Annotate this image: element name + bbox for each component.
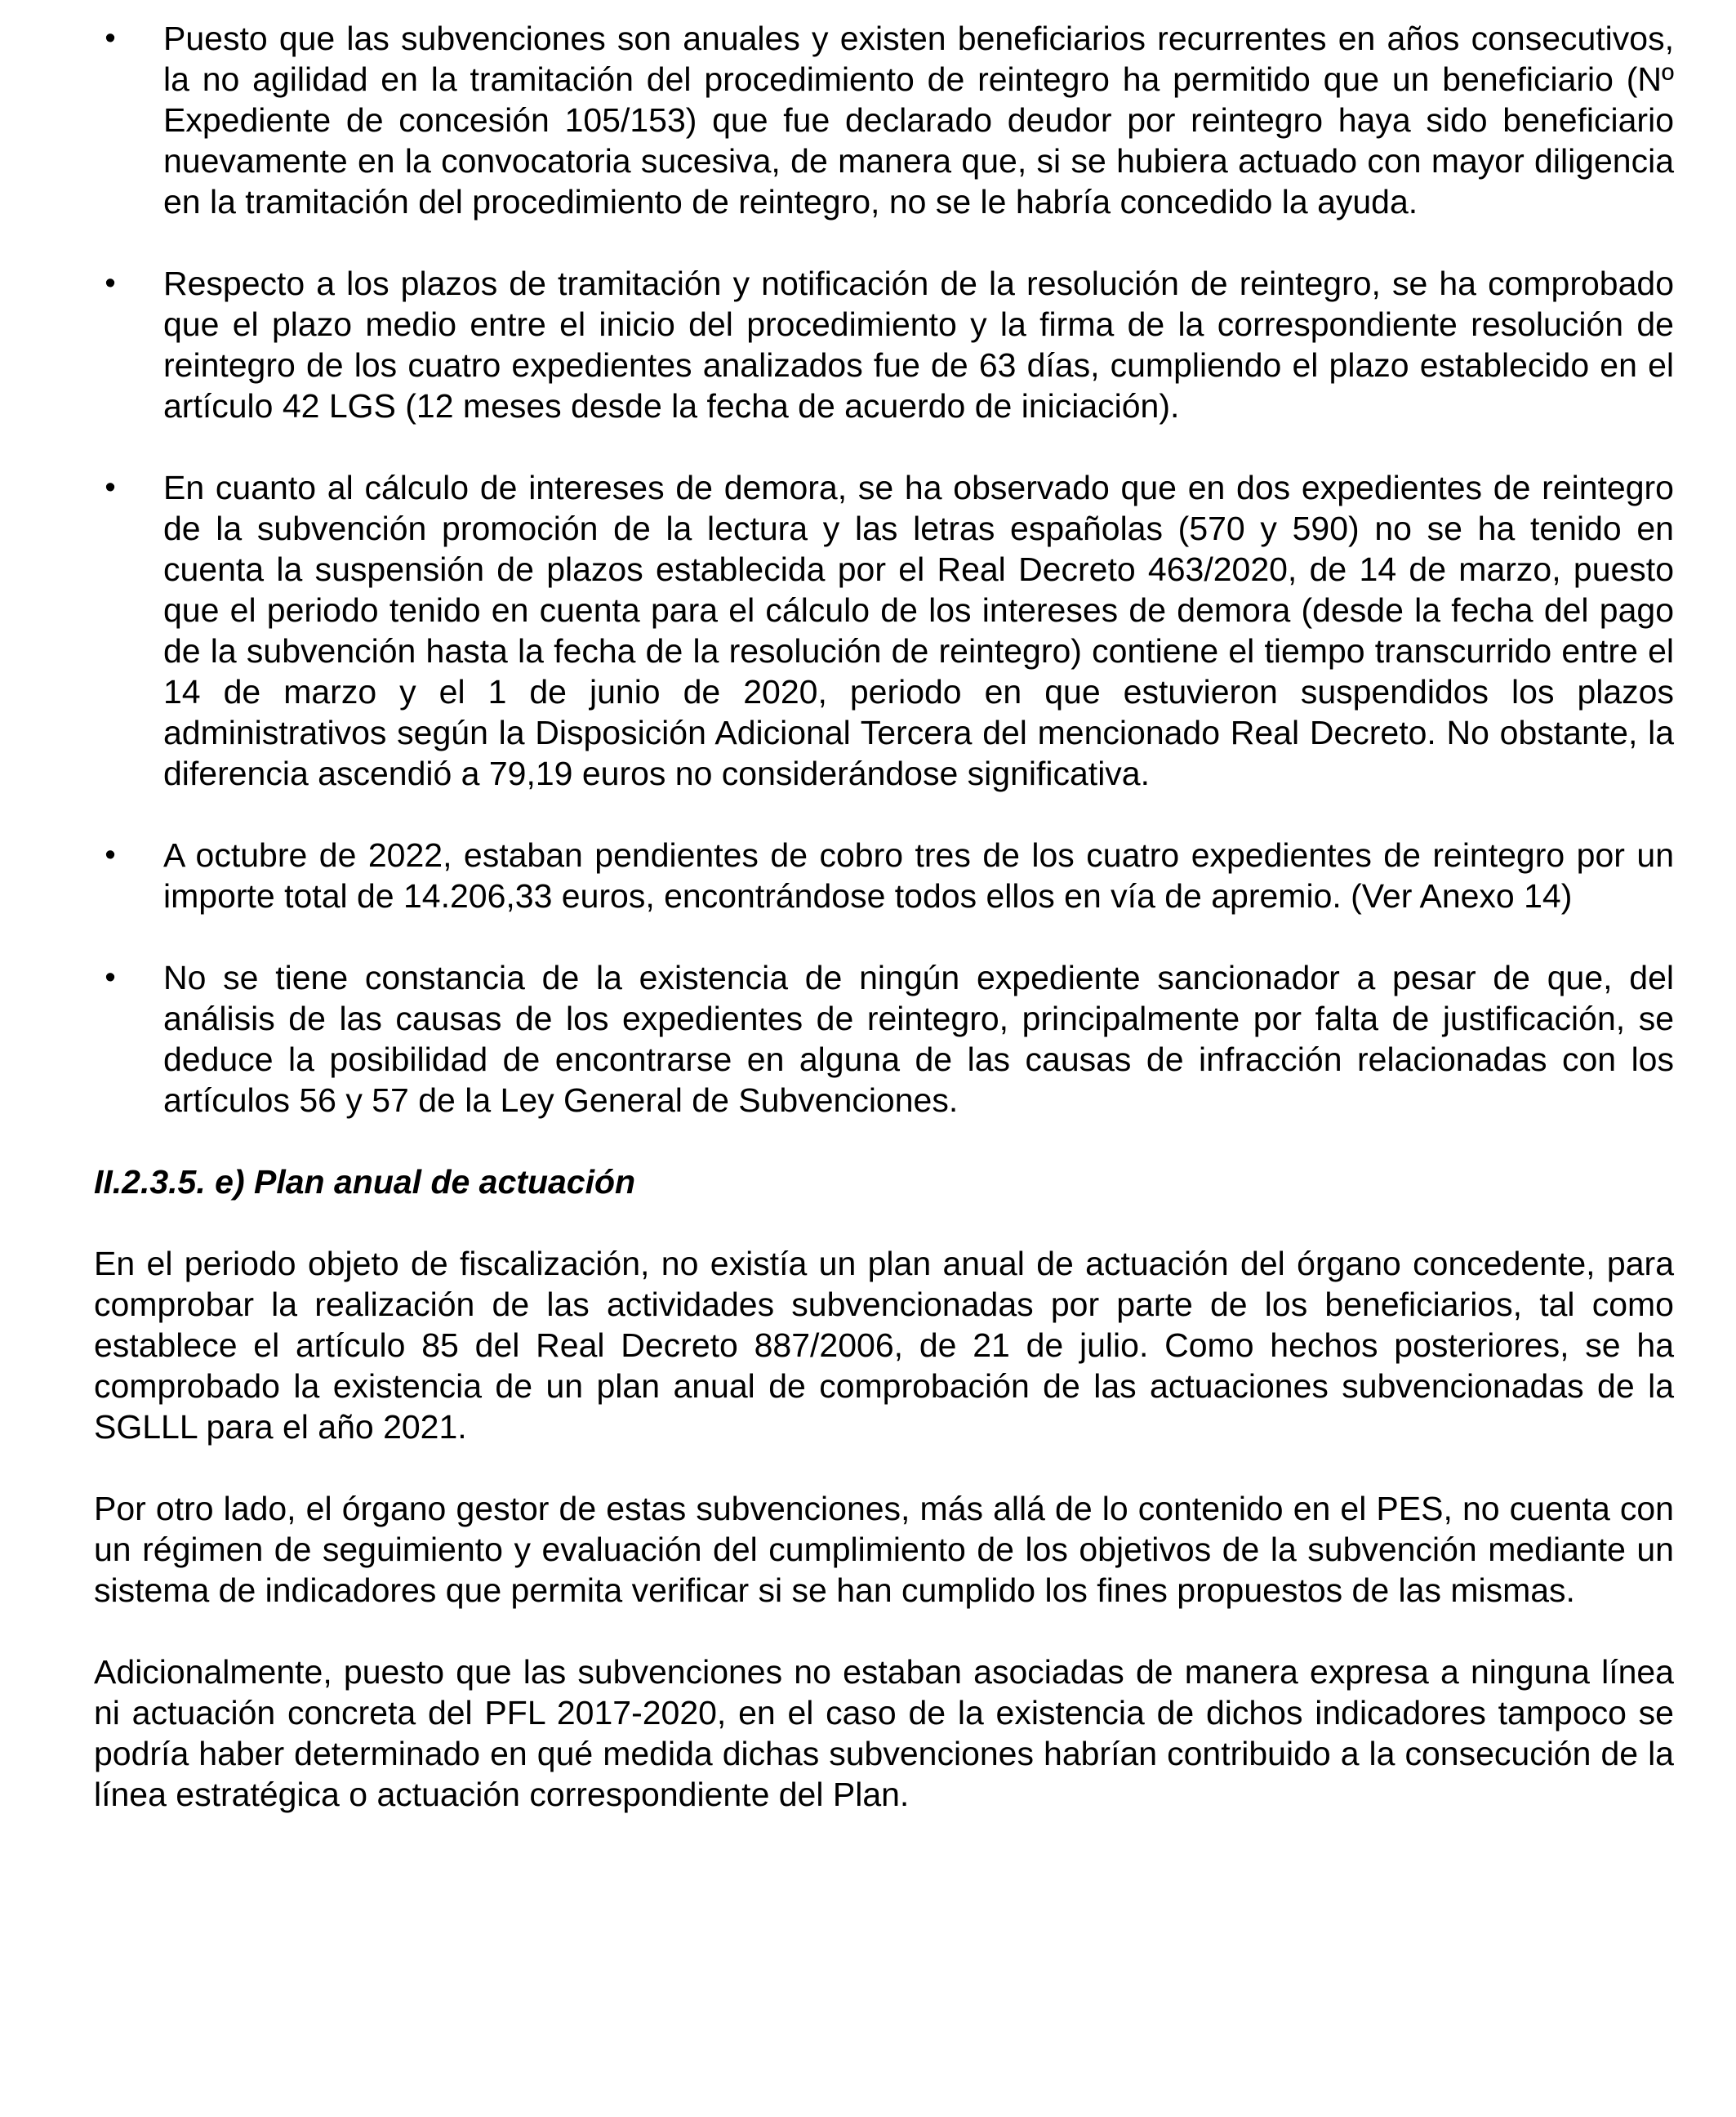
section-heading: II.2.3.5. e) Plan anual de actuación xyxy=(94,1163,636,1201)
bullet-point-icon: • xyxy=(105,960,116,995)
document-page xyxy=(94,18,1674,1856)
bullet-text: A octubre de 2022, estaban pendientes de cobro tres de los cuatro expedientes de reintegro por un importe total de 14.206,33 euros, encontrándose todos ellos en vía de apremio. (Ver Anexo 14) xyxy=(163,836,1674,915)
bullet-item xyxy=(94,467,1674,794)
bullet-point-icon: • xyxy=(105,470,116,505)
bullet-text: No se tiene constancia de la existencia de ningún expediente sancionador a pesar de que, del análisis de las causas de los expedientes de reintegro, principalmente por falta de justificación, se deduce la posibilidad de encontrarse en alguna de las causas de infracción relacionadas con los artículos 56 y 57 de la Ley General de Subvenciones. xyxy=(163,959,1674,1119)
bullet-text: Respecto a los plazos de tramitación y notificación de la resolución de reintegro, se ha comprobado que el plazo medio entre el inicio del procedimiento y la firma de la correspondiente resolución de reintegro de los cuatro expedientes analizados fue de 63 días, cumpliendo el plazo establecido en el artículo 42 LGS (12 meses desde la fecha de acuerdo de iniciación). xyxy=(163,265,1674,425)
bullet-text: Puesto que las subvenciones son anuales y existen beneficiarios recurrentes en años consecutivos, la no agilidad en la tramitación del procedimiento de reintegro ha permitido que un beneficiario (Nº Expediente de concesión 105/153) que fue declarado deudor por reintegro haya sido beneficiario nuevamente en la convocatoria sucesiva, de manera que, si se hubiera actuado con mayor diligencia en la tramitación del procedimiento de reintegro, no se le habría concedido la ayuda. xyxy=(163,20,1674,221)
section-paragraph: Adicionalmente, puesto que las subvenciones no estaban asociadas de manera expresa a ninguna línea ni actuación concreta del PFL 2017-2020, en el caso de la existencia de dichos indicadores tampoco se podría haber determinado en qué medida dichas subvenciones habrían contribuido a la consecución de la línea estratégica o actuación correspondiente del Plan. xyxy=(94,1653,1674,1813)
bullet-item xyxy=(94,957,1674,1121)
section-paragraph: En el periodo objeto de fiscalización, no existía un plan anual de actuación del órgano concedente, para comprobar la realización de las actividades subvencionadas por parte de los beneficiarios, tal como establece el artículo 85 del Real Decreto 887/2006, de 21 de julio. Como hechos posteriores, se ha comprobado la existencia de un plan anual de comprobación de las actuaciones subvencionadas de la SGLLL para el año 2021. xyxy=(94,1245,1674,1446)
bullet-point-icon: • xyxy=(105,838,116,872)
bullet-text: En cuanto al cálculo de intereses de demora, se ha observado que en dos expedientes de reintegro de la subvención promoción de la lectura y las letras españolas (570 y 590) no se ha tenido en cuenta la suspensión de plazos establecida por el Real Decreto 463/2020, de 14 de marzo, puesto que el periodo tenido en cuenta para el cálculo de los intereses de demora (desde la fecha del pago de la subvención hasta la fecha de la resolución de reintegro) contiene el tiempo transcurrido entre el 14 de marzo y el 1 de junio de 2020, periodo en que estuvieron suspendidos los plazos administrativos según la Disposición Adicional Tercera del mencionado Real Decreto. No obstante, la diferencia ascendió a 79,19 euros no considerándose significativa. xyxy=(163,469,1674,792)
bullet-item xyxy=(94,263,1674,426)
findings-bullet-list xyxy=(94,18,1674,1121)
bullet-point-icon: • xyxy=(105,266,116,301)
bullet-item xyxy=(94,835,1674,916)
bullet-item xyxy=(94,18,1674,222)
section-paragraph: Por otro lado, el órgano gestor de estas subvenciones, más allá de lo contenido en el PES, no cuenta con un régimen de seguimiento y evaluación del cumplimiento de los objetivos de la subvención mediante un sistema de indicadores que permita verificar si se han cumplido los fines propuestos de las mismas. xyxy=(94,1490,1674,1609)
bullet-point-icon: • xyxy=(105,21,116,56)
